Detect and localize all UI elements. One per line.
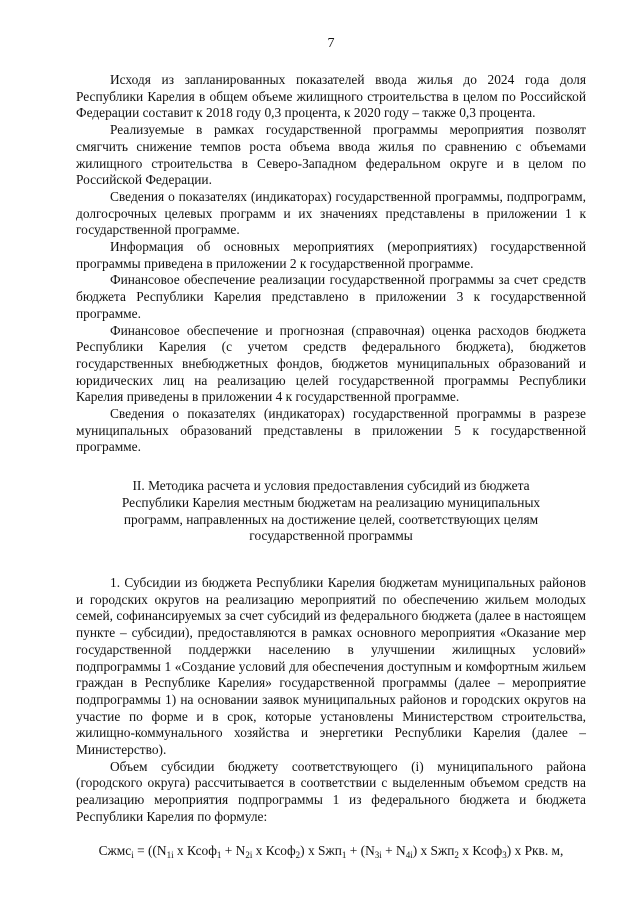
paragraph: Финансовое обеспечение и прогнозная (справочная) оценка расходов бюджета Республики Карелия (с учетом средств федерального бюджета), бюджетов государственных внебюджетных фондов, бюджетов муниципальных образований и юридических лиц на реализацию целей государственной программы Республики Карелия приведены в приложении 4 к государственной программе. [76, 322, 586, 405]
paragraph: Объем субсидии бюджету соответствующего (i) муниципального района (городского округа) рассчитывается в соответствии с выделенным объемом средств на реализацию мероприятия подпрограммы 1 из федерального бюджета и бюджета Республики Карелия по формуле: [76, 758, 586, 824]
formula-subscript: i [131, 849, 134, 860]
section-heading-line: государственной программы [249, 528, 413, 544]
paragraph: Сведения о показателях (индикаторах) государственной программы в разрезе муниципальных образований представлены в приложении 5 к государственной программе. [76, 406, 586, 455]
formula-subscript: 2 [454, 849, 459, 860]
paragraph: Исходя из запланированных показателей ввода жилья до 2024 года доля Республики Карелия в общем объеме жилищного строительства в целом по Российской Федерации составит к 2018 году 0,3 процента, к 2020 году – также 0,3 процента. [76, 72, 586, 121]
formula-term: ) x Ркв. м, [506, 842, 564, 858]
paragraph: 1. Субсидии из бюджета Республики Карелия бюджетам муниципальных районов и городских округов на реализацию мероприятий по обеспечению жильем молодых семей, софинансируемых за счет субсидий из федерального бюджета (далее в настоящем пункте – субсидии), предоставляются в рамках основного мероприятия «Оказание мер государственной поддержки населению в улучшении жилищных условий» подпрограммы 1 «Создание условий для обеспечения доступным и комфортным жильем граждан в Республике Карелия» государственной программы (далее – мероприятие подпрограммы 1) на основании заявок муниципальных районов и городских округов на участие по форме и в срок, которые установлены Министерством строительства, жилищно-коммунального хозяйства и энергетики Республики Карелия (далее – Министерство). [76, 574, 586, 758]
formula-term: x Ксоф [458, 842, 503, 858]
formula-term: x Ксоф [252, 842, 296, 858]
formula-term: Сжмс [98, 842, 132, 858]
intro-section [76, 72, 586, 456]
paragraph: Реализуемые в рамках государственной программы мероприятия позволят смягчить снижение темпов роста объема ввода жилья по сравнению с объемами жилищного строительства в Северо-Западном федеральном округе и в целом по Российской Федерации. [76, 122, 586, 188]
formula-term: ) x Sжп [300, 842, 342, 858]
section-heading-line: Республики Карелия местным бюджетам на реализацию муниципальных [121, 494, 541, 510]
subsidy-formula [76, 842, 586, 860]
formula-subscript: 2 [295, 849, 301, 860]
method-section [76, 575, 586, 826]
formula-term: ) x Sжп [412, 842, 455, 858]
page-number: 7 [327, 36, 335, 51]
formula-subscript: 3i [374, 849, 382, 860]
formula-subscript: 1i [166, 849, 174, 860]
formula-subscript: 4i [405, 849, 413, 860]
section-heading-line: II. Методика расчета и условия предоставления субсидий из бюджета [132, 478, 530, 494]
formula-term: + (N [346, 842, 375, 858]
formula-subscript: 1 [216, 849, 222, 860]
formula-term: + N [221, 842, 246, 858]
formula-subscript: 1 [341, 849, 347, 860]
formula-term: + N [381, 842, 406, 858]
paragraph: Информация об основных мероприятиях (мероприятиях) государственной программы приведена в приложении 2 к государственной программе. [76, 239, 586, 271]
section-heading [76, 478, 586, 545]
formula-subscript: 2i [245, 849, 253, 860]
formula-term: = ((N [133, 842, 167, 858]
section-heading-line: программ, направленных на достижение целей, соответствующих целям [123, 511, 539, 527]
paragraph: Финансовое обеспечение реализации государственной программы за счет средств бюджета Республики Карелия представлено в приложении 3 к государственной программе. [76, 272, 586, 321]
formula-subscript: 3 [502, 849, 507, 860]
formula-term: x Ксоф [173, 842, 217, 858]
paragraph: Сведения о показателях (индикаторах) государственной программы, подпрограмм, долгосрочных целевых программ и их значениях представлены в приложении 1 к государственной программе. [76, 188, 586, 238]
